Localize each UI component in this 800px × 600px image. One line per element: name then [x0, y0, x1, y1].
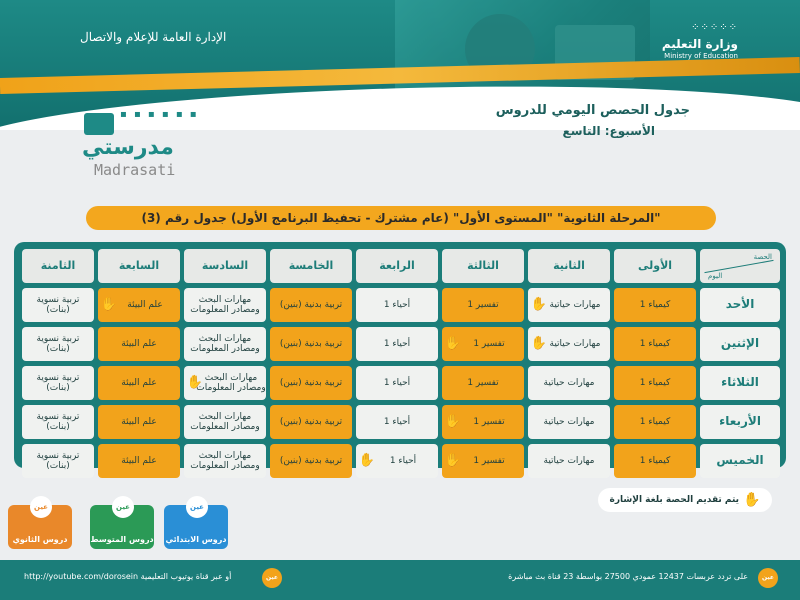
lesson-subject: علم البيئة: [121, 455, 157, 466]
lesson-cell: [528, 366, 610, 400]
lesson-subject: علم البيئة: [121, 377, 157, 388]
sign-language-icon: ✋: [444, 453, 461, 468]
brand-name-ar: مدرستي: [82, 135, 174, 160]
lesson-subject: تربية نسوية (بنات): [36, 372, 80, 393]
ministry-name: وزارة التعليم: [661, 37, 738, 51]
level-label: دروس الثانوي: [12, 535, 68, 544]
sign-language-legend: [598, 488, 772, 512]
book-icon: [84, 113, 114, 135]
lesson-cell: [184, 405, 266, 439]
lesson-subject: كيمياء 1: [639, 455, 671, 466]
lesson-cell: [442, 327, 524, 361]
madrasati-logo: [72, 105, 202, 180]
lesson-cell: [270, 405, 352, 439]
lesson-cell: [22, 444, 94, 478]
lesson-subject: مهارات حياتية: [549, 338, 601, 349]
lesson-cell: [270, 327, 352, 361]
lesson-subject: تفسير 1: [473, 455, 505, 466]
day-label: الإثنين: [700, 327, 780, 361]
lesson-subject: تفسير 1: [467, 377, 499, 388]
lesson-subject: تربية بدنية (بنين): [279, 377, 343, 388]
lesson-cell: [184, 288, 266, 322]
pixel-dots-icon: ▪ ▪ ▪ ▪ ▪ ▪: [120, 109, 199, 120]
sign-language-icon: ✋: [100, 297, 117, 312]
sign-language-icon: ✋: [358, 453, 375, 468]
lesson-subject: تربية نسوية (بنات): [36, 450, 80, 471]
lesson-subject: كيمياء 1: [639, 416, 671, 427]
lesson-subject: تفسير 1: [467, 299, 499, 310]
lesson-subject: علم البيئة: [121, 416, 157, 427]
period-header: السابعة: [98, 249, 180, 283]
satellite-info: على تردد عربسات 12437 عمودي 27500 بواسطة 23 قناة بث مباشرة: [508, 572, 748, 581]
lesson-subject: مهارات حياتية: [543, 455, 595, 466]
period-header: الأولى: [614, 249, 696, 283]
lesson-cell: [98, 405, 180, 439]
lesson-subject: تفسير 1: [473, 338, 505, 349]
lesson-subject: علم البيئة: [127, 299, 163, 310]
youtube-link[interactable]: http://youtube.com/dorosein أو عبر قناة يوتيوب التعليمية: [24, 572, 232, 581]
lesson-cell: [442, 288, 524, 322]
ein-youtube-icon: عين: [262, 568, 282, 588]
lesson-cell: [22, 288, 94, 322]
lesson-cell: [98, 327, 180, 361]
lesson-cell: [356, 366, 438, 400]
period-header: السادسة: [184, 249, 266, 283]
lesson-cell: [528, 288, 610, 322]
lesson-subject: تربية بدنية (بنين): [279, 299, 343, 310]
lesson-cell: [98, 366, 180, 400]
lesson-subject: تربية نسوية (بنات): [36, 294, 80, 315]
level-label: دروس المتوسط: [90, 535, 154, 544]
lesson-subject: أحياء 1: [389, 455, 417, 466]
lesson-cell: [442, 405, 524, 439]
sign-language-note: يتم تقديم الحصة بلغة الإشارة: [609, 495, 740, 505]
schedule-table: [14, 242, 786, 471]
lesson-cell: [614, 366, 696, 400]
lesson-cell: [98, 288, 180, 322]
day-label: الثلاثاء: [700, 366, 780, 400]
lesson-cell: [184, 444, 266, 478]
lesson-cell: [270, 444, 352, 478]
lesson-subject: مهارات حياتية: [549, 299, 601, 310]
lesson-cell: [356, 327, 438, 361]
sign-language-icon: ✋: [444, 414, 461, 429]
ein-badge-icon: عين: [30, 496, 52, 518]
lesson-cell: [442, 444, 524, 478]
lesson-subject: كيمياء 1: [639, 377, 671, 388]
lesson-subject: أحياء 1: [383, 338, 411, 349]
period-header: الثالثة: [442, 249, 524, 283]
sign-language-icon: ✋: [186, 375, 203, 390]
ein-channel-icon: عين: [758, 568, 778, 588]
lesson-cell: [184, 327, 266, 361]
lesson-cell: [98, 444, 180, 478]
level-card-intermediate[interactable]: [90, 505, 154, 549]
lesson-subject: تربية بدنية (بنين): [279, 416, 343, 427]
lesson-subject: مهارات البحث ومصادر المعلومات: [190, 411, 260, 432]
corner-day-label: اليوم: [708, 271, 723, 280]
period-header: الرابعة: [356, 249, 438, 283]
sign-language-icon: ✋: [743, 492, 761, 508]
day-label: الخميس: [700, 444, 780, 478]
period-header: الثامنة: [22, 249, 94, 283]
lesson-cell: [184, 366, 266, 400]
ministry-dots-icon: ⁘⁘⁘⁘⁘: [691, 22, 738, 33]
lesson-cell: [528, 405, 610, 439]
period-header: الخامسة: [270, 249, 352, 283]
ministry-logo: [662, 22, 738, 60]
page-title: جدول الحصص اليومي للدروس: [495, 103, 690, 118]
lesson-subject: مهارات حياتية: [543, 416, 595, 427]
lesson-cell: [528, 327, 610, 361]
lesson-subject: مهارات البحث ومصادر المعلومات: [190, 294, 260, 315]
lesson-subject: مهارات البحث ومصادر المعلومات: [190, 450, 260, 471]
lesson-cell: [22, 405, 94, 439]
lesson-subject: مهارات البحث ومصادر المعلومات: [196, 372, 266, 393]
brand-name-en: Madrasati: [94, 161, 176, 179]
lesson-subject: مهارات البحث ومصادر المعلومات: [190, 333, 260, 354]
lesson-cell: [442, 366, 524, 400]
day-label: الأربعاء: [700, 405, 780, 439]
corner-period-label: الحصة: [753, 253, 772, 261]
lesson-cell: [614, 405, 696, 439]
period-header: الثانية: [528, 249, 610, 283]
lesson-subject: كيمياء 1: [639, 338, 671, 349]
lesson-subject: كيمياء 1: [639, 299, 671, 310]
lesson-cell: [270, 366, 352, 400]
week-label: الأسبوع: التاسع: [562, 124, 655, 138]
ministry-name-en: Ministry of Education: [664, 52, 738, 60]
lesson-subject: أحياء 1: [383, 299, 411, 310]
sign-language-icon: ✋: [530, 297, 547, 312]
lesson-subject: تربية نسوية (بنات): [36, 333, 80, 354]
lesson-subject: تربية بدنية (بنين): [279, 338, 343, 349]
lesson-cell: [356, 405, 438, 439]
lesson-subject: تفسير 1: [473, 416, 505, 427]
sign-language-icon: ✋: [530, 336, 547, 351]
lesson-subject: مهارات حياتية: [543, 377, 595, 388]
section-title: "المرحلة الثانوية" "المستوى الأول" (عام مشترك - تحفيظ البرنامج الأول) جدول رقم (3): [86, 206, 716, 230]
lesson-subject: تربية بدنية (بنين): [279, 455, 343, 466]
lesson-subject: تربية نسوية (بنات): [36, 411, 80, 432]
lesson-cell: [22, 327, 94, 361]
schedule-grid: [20, 249, 780, 478]
lesson-subject: أحياء 1: [383, 416, 411, 427]
lesson-cell: [528, 444, 610, 478]
lesson-subject: علم البيئة: [121, 338, 157, 349]
level-label: دروس الابتدائي: [165, 535, 227, 544]
lesson-cell: [356, 444, 438, 478]
sign-language-icon: ✋: [444, 336, 461, 351]
ein-badge-icon: عين: [112, 496, 134, 518]
media-dept-logo: الإدارة العامة للإعلام والاتصال: [80, 30, 227, 44]
day-label: الأحد: [700, 288, 780, 322]
lesson-cell: [356, 288, 438, 322]
lesson-cell: [614, 444, 696, 478]
lesson-cell: [22, 366, 94, 400]
level-card-secondary[interactable]: [8, 505, 72, 549]
corner-cell: [700, 249, 780, 283]
lesson-cell: [614, 288, 696, 322]
lesson-subject: أحياء 1: [383, 377, 411, 388]
footer: [0, 560, 800, 600]
level-card-primary[interactable]: [164, 505, 228, 549]
ein-badge-icon: عين: [186, 496, 208, 518]
lesson-cell: [270, 288, 352, 322]
lesson-cell: [614, 327, 696, 361]
